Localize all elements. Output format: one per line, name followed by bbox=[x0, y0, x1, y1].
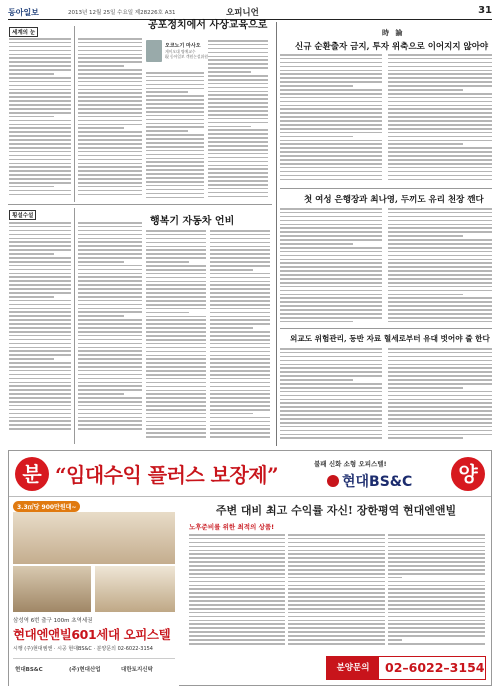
essay-text-1 bbox=[9, 222, 71, 444]
editorial-headline-3: 외교도 위험관리, 동반 자료 혈세로부터 유대 벗어야 줄 한다 bbox=[290, 334, 490, 343]
ad-call-label: 분양문의 bbox=[327, 657, 379, 679]
price-pill: 3.3㎡당 900만원대~ bbox=[13, 501, 80, 512]
ad-left-mark: 분 bbox=[15, 457, 49, 491]
editorial-text-2b bbox=[388, 208, 492, 326]
ad-right-mark: 양 bbox=[451, 457, 485, 491]
ad-call-box bbox=[326, 656, 486, 680]
opinion-text-b bbox=[208, 40, 268, 202]
ad-phone-number: 02–6022–3154 bbox=[385, 660, 485, 675]
ad-body-text bbox=[189, 534, 485, 649]
author-role: 게이오대 명예교수 現 동아일보 객원논설위원 bbox=[165, 49, 208, 59]
ad-location: 삼성역 6번 출구 100m 초역세권 bbox=[13, 618, 93, 624]
ad-title: 주변 대비 최고 수익률 자신! 장한평역 현대엔앤빌 bbox=[215, 504, 457, 517]
column-divider bbox=[74, 26, 75, 202]
ad-subtitle: 노후준비를 위한 최적의 상품! bbox=[189, 523, 275, 531]
column-text-2 bbox=[78, 38, 142, 198]
opinion-text-a bbox=[146, 72, 204, 202]
editorial-headline-1: 신규 순환출자 금지, 투자 위축으로 이어지지 않아야 bbox=[295, 42, 489, 52]
column-divider bbox=[74, 208, 75, 444]
editorial-text-3a bbox=[280, 348, 382, 444]
room-photo bbox=[13, 566, 91, 612]
ad-brand bbox=[327, 471, 412, 491]
essay-headline: 행복기 자동차 언비 bbox=[150, 216, 235, 227]
logo-2: (주)현대산업 bbox=[69, 667, 101, 673]
editorial-text-3b bbox=[388, 348, 492, 444]
author-photo bbox=[146, 40, 162, 62]
editorial-text-1b bbox=[388, 54, 492, 186]
page-divider bbox=[276, 22, 277, 446]
ad-left-panel bbox=[9, 498, 179, 686]
byline bbox=[146, 40, 208, 68]
editorial-text-2a bbox=[280, 208, 382, 326]
editorial-text-1a bbox=[280, 54, 382, 186]
column-stamp: 時 論 bbox=[382, 28, 405, 37]
column-tag-essay: 횡설수설 bbox=[9, 210, 36, 220]
ad-column-gap bbox=[285, 534, 288, 649]
author-name: 오코노기 마사오 bbox=[165, 43, 201, 49]
essay-text-3 bbox=[146, 230, 206, 444]
ad-banner bbox=[9, 451, 491, 497]
real-estate-ad bbox=[8, 450, 492, 686]
ad-right-panel bbox=[181, 498, 491, 686]
ad-brand-name: 현대BS&C bbox=[342, 474, 413, 490]
essay-text-2 bbox=[78, 222, 142, 444]
ad-tagline: 불패 신화 소형 오피스텔! bbox=[314, 460, 387, 468]
editorial-headline-2: 첫 여성 은행장과 최나영, 두끼도 유리 천장 깬다 bbox=[304, 195, 484, 205]
brand-logo-icon bbox=[327, 475, 339, 487]
opinion-headline: 공포정치에서 사상교육으로 bbox=[148, 20, 268, 31]
section-title: 오피니언 bbox=[226, 8, 259, 18]
ad-slogan: “임대수익 플러스 보장제” bbox=[55, 463, 279, 487]
interior-photo bbox=[13, 512, 175, 564]
logo-3: 대한토지신탁 bbox=[121, 667, 153, 673]
issue-date: 2013년 12월 25일 수요일 제28226호 A31 bbox=[68, 10, 176, 16]
kitchen-photo bbox=[95, 566, 175, 612]
column-tag-world: 세계의 눈 bbox=[9, 27, 38, 37]
essay-text-4 bbox=[210, 230, 270, 444]
section-divider bbox=[8, 204, 272, 205]
editorial-divider bbox=[280, 188, 492, 189]
ad-contacts: 시행 (주)현대엠앤 · 시공 현대BS&C · 분양문의 02-6022-3154 bbox=[13, 646, 153, 652]
logo-1: 현대BS&C bbox=[15, 667, 43, 673]
column-text-1 bbox=[9, 38, 71, 198]
page-number: 31 bbox=[478, 5, 492, 16]
ad-logos bbox=[13, 658, 175, 680]
ad-product-name: 현대엔앤빌601세대 오피스텔 bbox=[13, 627, 171, 642]
ad-column-gap bbox=[385, 534, 388, 649]
editorial-divider bbox=[280, 328, 492, 329]
newspaper-name: 동아일보 bbox=[8, 8, 39, 17]
